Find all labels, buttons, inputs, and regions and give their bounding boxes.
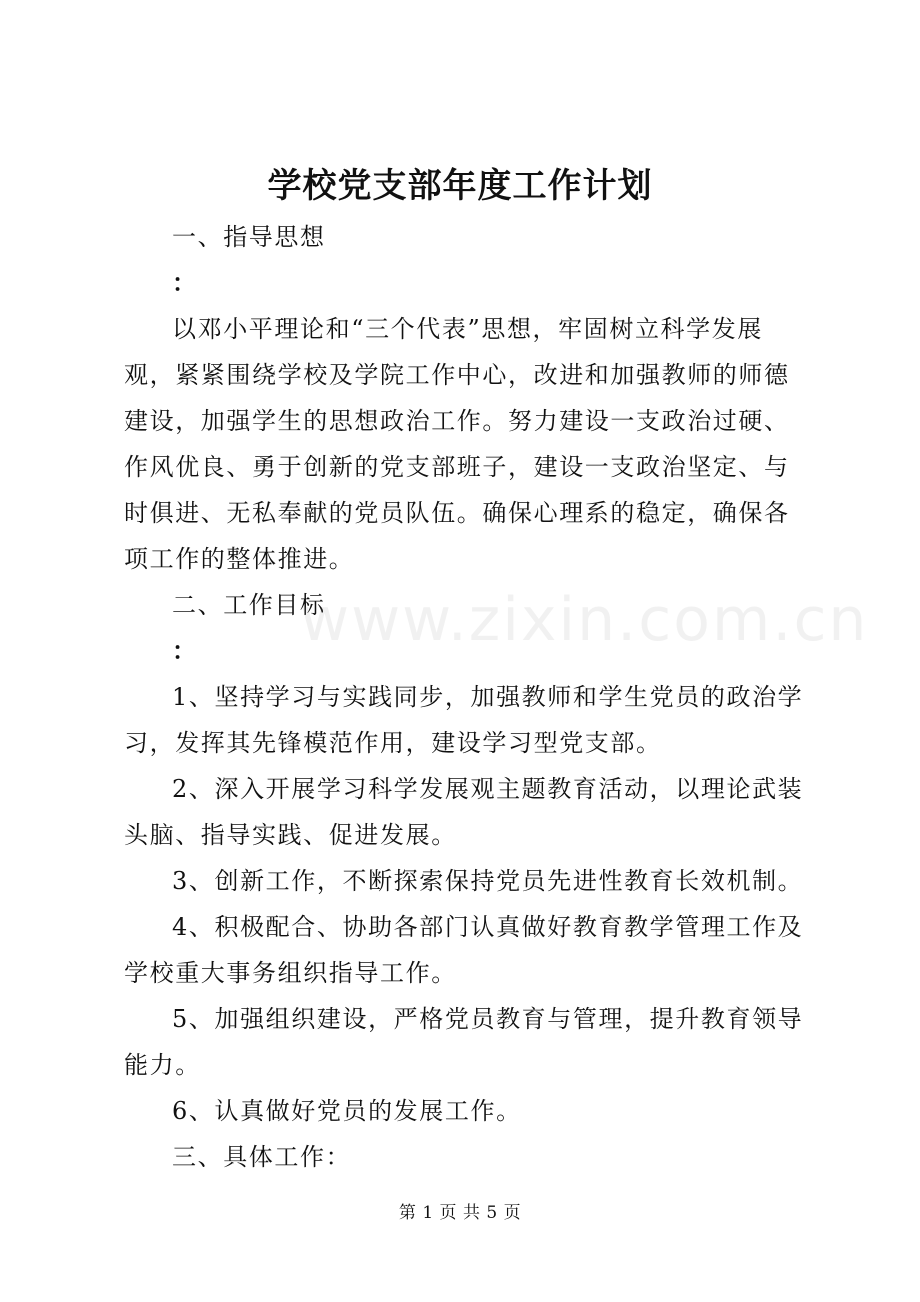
document-title: 学校党支部年度工作计划 — [267, 166, 653, 206]
section-colon: ： — [172, 268, 198, 297]
page-number-footer: 第 1 页 共 5 页 — [398, 1203, 522, 1223]
section-colon: ： — [172, 636, 198, 665]
section-heading-work-goals: 二、工作目标 — [172, 591, 326, 619]
section-heading-guiding-thought: 一、指导思想 — [172, 223, 326, 251]
goal-item-2: 2、深入开展学习科学发展观主题教育活动，以理论武装头脑、指导实践、促进发展。 — [124, 775, 804, 849]
goal-item-3: 3、创新工作，不断探索保持党员先进性教育长效机制。 — [172, 867, 804, 895]
watermark: www.zixin.com.cn — [300, 585, 869, 655]
section-heading-specific-work: 三、具体工作： — [172, 1143, 352, 1171]
goal-item-4: 4、积极配合、协助各部门认真做好教育教学管理工作及学校重大事务组织指导工作。 — [124, 913, 804, 987]
document-body — [124, 214, 814, 1180]
goal-item-5: 5、加强组织建设，严格党员教育与管理，提升教育领导能力。 — [124, 1005, 804, 1079]
paragraph-guiding-thought: 以邓小平理论和“三个代表”思想，牢固树立科学发展观，紧紧围绕学校及学院工作中心，改进和加强教师的师德建设，加强学生的思想政治工作。努力建设一支政治过硬、作风优良、勇于创新的党支部班子，建设一支政治坚定、与时俱进、无私奉献的党员队伍。确保心理系的稳定，确保各项工作的整体推进。 — [124, 315, 790, 573]
goal-item-6: 6、认真做好党员的发展工作。 — [172, 1097, 522, 1125]
goal-item-1: 1、坚持学习与实践同步，加强教师和学生党员的政治学习，发挥其先锋模范作用，建设学习型党支部。 — [124, 683, 804, 757]
